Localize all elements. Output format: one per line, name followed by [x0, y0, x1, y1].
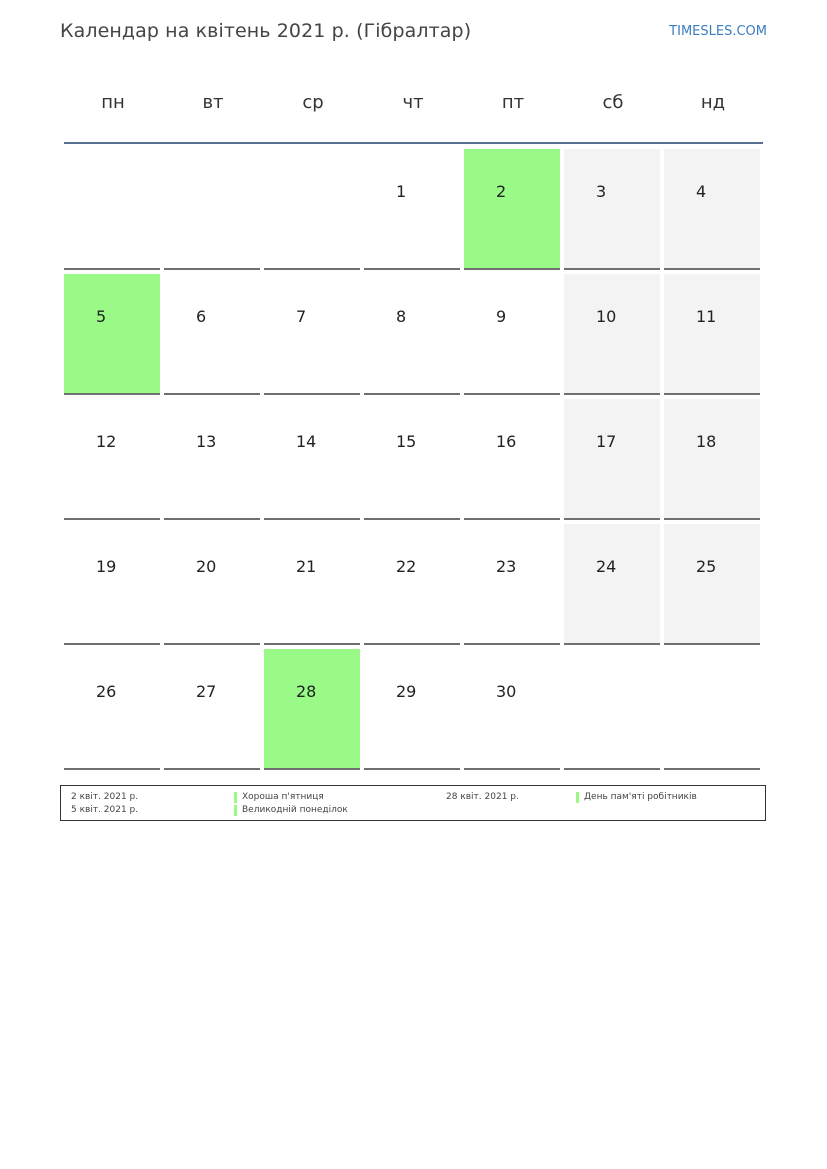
legend-holiday-name: Хороша п'ятниця — [242, 792, 324, 802]
brand-link[interactable]: TIMESLES.COM — [669, 24, 767, 39]
calendar-day-cell[interactable] — [464, 524, 560, 645]
day-number: 10 — [596, 307, 617, 326]
day-number: 11 — [696, 307, 717, 326]
calendar-day-cell[interactable] — [264, 274, 360, 395]
day-number: 14 — [296, 432, 317, 451]
calendar-day-cell[interactable] — [364, 149, 460, 270]
calendar-day-cell[interactable] — [564, 149, 660, 270]
calendar-day-cell[interactable] — [64, 649, 160, 770]
day-number: 21 — [296, 557, 317, 576]
legend-color-marker — [576, 792, 579, 803]
day-number: 6 — [196, 307, 207, 326]
day-number: 30 — [496, 682, 517, 701]
day-number: 2 — [496, 182, 507, 201]
weekday-label: пт — [501, 92, 525, 113]
calendar-day-cell[interactable] — [564, 274, 660, 395]
calendar-grid — [64, 149, 764, 774]
legend-date: 28 квіт. 2021 р. — [446, 792, 519, 802]
header-divider — [64, 142, 763, 144]
calendar-day-cell[interactable] — [264, 524, 360, 645]
calendar-day-cell[interactable] — [464, 274, 560, 395]
calendar-day-cell[interactable] — [164, 649, 260, 770]
day-number: 23 — [496, 557, 517, 576]
day-number: 24 — [596, 557, 617, 576]
weekday-label: нд — [700, 92, 726, 113]
calendar-day-cell[interactable] — [664, 149, 760, 270]
calendar-day-cell[interactable] — [464, 649, 560, 770]
calendar-day-cell[interactable] — [64, 399, 160, 520]
legend-date: 5 квіт. 2021 р. — [71, 805, 139, 815]
weekday-label: чт — [402, 92, 424, 113]
day-number: 26 — [96, 682, 117, 701]
calendar-day-cell[interactable] — [664, 399, 760, 520]
day-number: 15 — [396, 432, 417, 451]
calendar-holiday-cell[interactable] — [464, 149, 560, 270]
page-title: Календар на квітень 2021 р. (Гібралтар) — [60, 20, 472, 42]
calendar-day-cell[interactable] — [364, 274, 460, 395]
day-number: 29 — [396, 682, 417, 701]
day-number: 5 — [96, 307, 107, 326]
calendar-day-cell[interactable] — [664, 274, 760, 395]
calendar-empty-cell — [64, 149, 160, 270]
calendar-day-cell[interactable] — [164, 524, 260, 645]
day-number: 12 — [96, 432, 117, 451]
calendar-week-row — [64, 399, 764, 520]
calendar-empty-cell — [664, 649, 760, 770]
day-number: 18 — [696, 432, 717, 451]
day-number: 22 — [396, 557, 417, 576]
calendar-day-cell[interactable] — [564, 399, 660, 520]
weekday-label: сб — [602, 92, 624, 113]
calendar-day-cell[interactable] — [664, 524, 760, 645]
calendar-day-cell[interactable] — [464, 399, 560, 520]
day-number: 20 — [196, 557, 217, 576]
legend-color-marker — [234, 792, 237, 803]
calendar-week-row — [64, 149, 764, 270]
day-number: 7 — [296, 307, 307, 326]
calendar-day-cell[interactable] — [64, 524, 160, 645]
holiday-legend — [60, 785, 766, 821]
legend-holiday-name: Великодній понеділок — [242, 805, 348, 815]
day-number: 3 — [596, 182, 607, 201]
calendar-day-cell[interactable] — [364, 524, 460, 645]
day-number: 9 — [496, 307, 507, 326]
calendar-week-row — [64, 524, 764, 645]
weekday-label: ср — [302, 92, 324, 113]
day-number: 28 — [296, 682, 317, 701]
calendar-day-cell[interactable] — [364, 649, 460, 770]
calendar-holiday-cell[interactable] — [264, 649, 360, 770]
legend-date: 2 квіт. 2021 р. — [71, 792, 139, 802]
calendar-empty-cell — [164, 149, 260, 270]
weekday-header-row — [63, 92, 763, 113]
day-number: 25 — [696, 557, 717, 576]
day-number: 19 — [96, 557, 117, 576]
calendar-day-cell[interactable] — [164, 399, 260, 520]
weekday-label: вт — [202, 92, 224, 113]
calendar-empty-cell — [564, 649, 660, 770]
legend-holiday-name: День пам'яті робітників — [584, 792, 697, 802]
day-number: 27 — [196, 682, 217, 701]
calendar-empty-cell — [264, 149, 360, 270]
weekday-label: пн — [101, 92, 125, 113]
day-number: 17 — [596, 432, 617, 451]
day-number: 1 — [396, 182, 407, 201]
calendar-day-cell[interactable] — [164, 274, 260, 395]
calendar-week-row — [64, 649, 764, 770]
day-number: 4 — [696, 182, 707, 201]
day-number: 16 — [496, 432, 517, 451]
day-number: 8 — [396, 307, 407, 326]
calendar-holiday-cell[interactable] — [64, 274, 160, 395]
calendar-day-cell[interactable] — [364, 399, 460, 520]
day-number: 13 — [196, 432, 217, 451]
calendar-day-cell[interactable] — [264, 399, 360, 520]
calendar-week-row — [64, 274, 764, 395]
legend-color-marker — [234, 805, 237, 816]
calendar-day-cell[interactable] — [564, 524, 660, 645]
